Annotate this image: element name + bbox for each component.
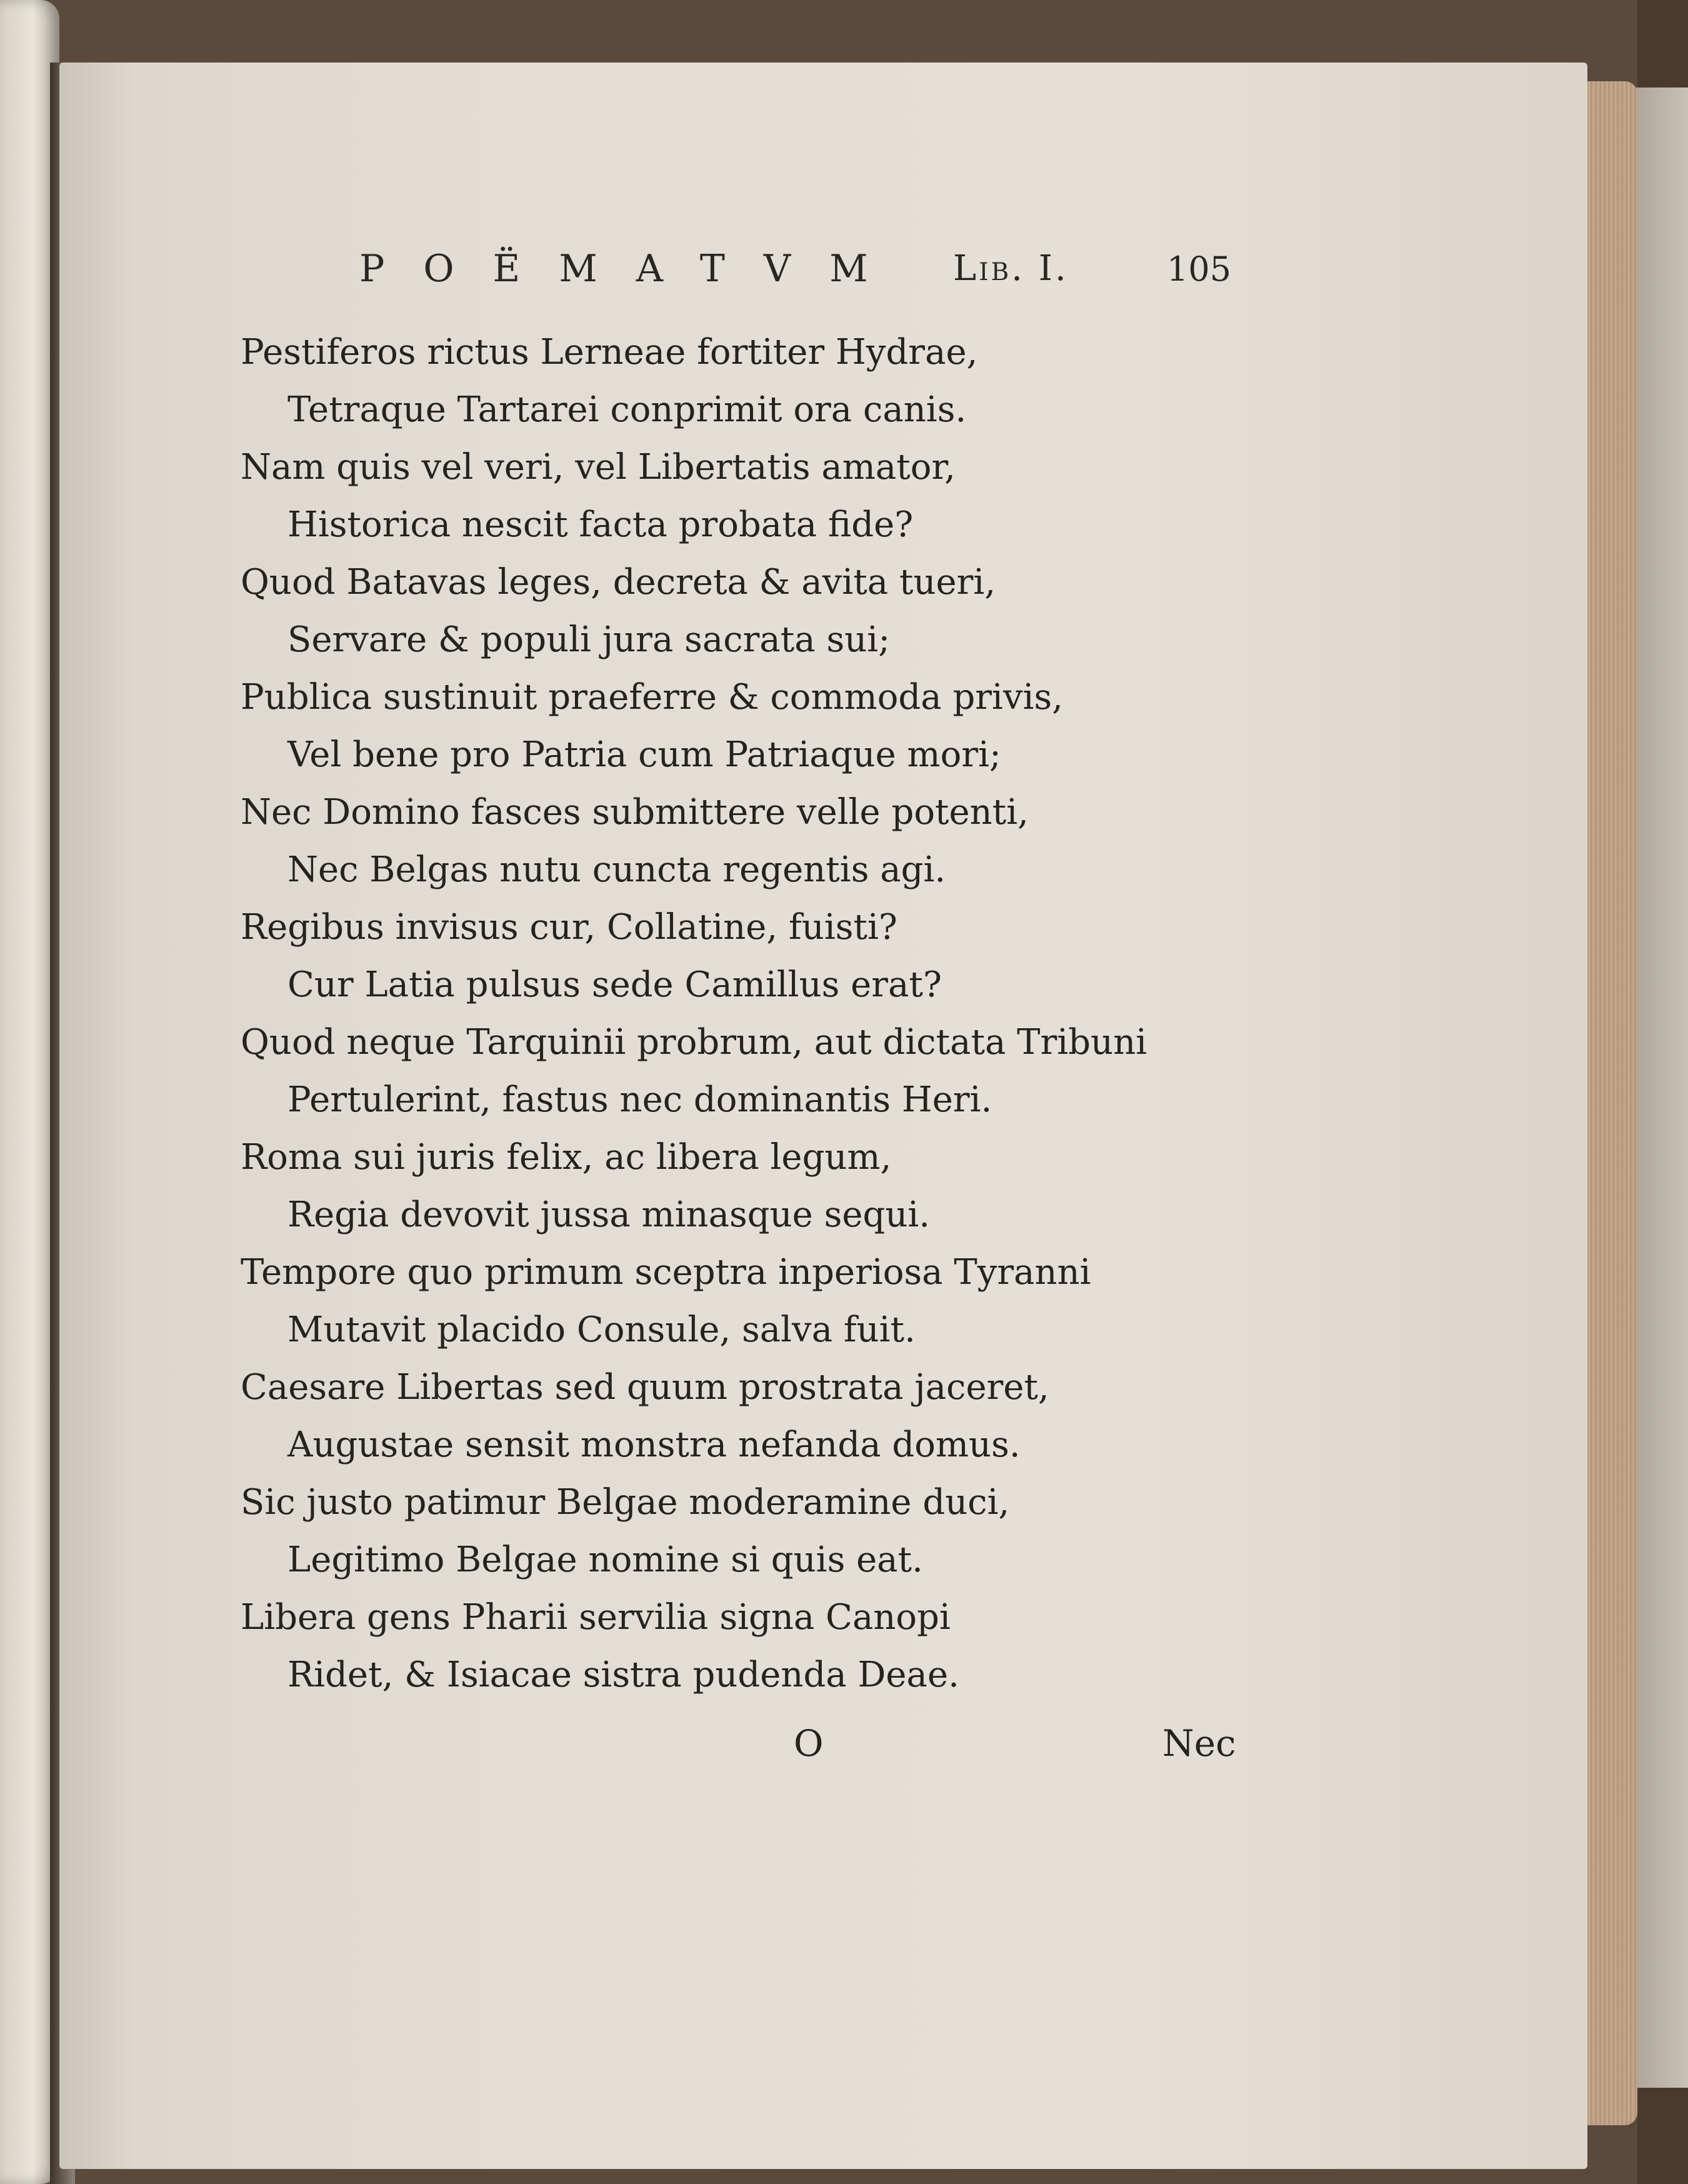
verse-line: Sic justo patimur Belgae moderamine duci, [241,1482,1010,1523]
verse-line: Regibus invisus cur, Collatine, fuisti? [241,907,897,948]
verse-line: Historica nescit facta probata fide? [287,504,914,545]
verse-line: Nam quis vel veri, vel Libertatis amator, [241,447,956,488]
verse-line: Ridet, & Isiacae sistra pudenda Deae. [287,1655,959,1695]
verse-line: Quod Batavas leges, decreta & avita tueri, [241,562,996,603]
verse-line: Libera gens Pharii servilia signa Canopi [241,1597,951,1638]
verse-line: Roma sui juris felix, ac libera legum, [241,1137,892,1178]
verse-line: Quod neque Tarquinii probrum, aut dictata Tribuni [241,1022,1147,1063]
running-head-title: POËMATVM [359,247,907,291]
page-number: 105 [1167,249,1232,289]
running-head-book: Lib. I. [953,248,1069,289]
verse-line: Caesare Libertas sed quum prostrata jaceret, [241,1367,1049,1408]
verse-line: Cur Latia pulsus sede Camillus erat? [287,964,942,1005]
verse-line: Tempore quo primum sceptra inperiosa Tyranni [241,1252,1091,1293]
verse-line: Augustae sensit monstra nefanda domus. [287,1425,1021,1465]
page-block-edge [1587,81,1637,2125]
running-head [359,247,1234,303]
verse-text [241,324,1303,1704]
catchword: Nec [1162,1722,1236,1765]
verse-line: Nec Domino fasces submittere velle potenti, [241,792,1029,833]
verse-line: Tetraque Tartarei conprimit ora canis. [287,389,967,430]
verse-line: Legitimo Belgae nomine si quis eat. [287,1540,923,1580]
verse-line: Regia devovit jussa minasque sequi. [287,1195,931,1235]
signature-mark: O [794,1722,824,1765]
verse-line: Nec Belgas nutu cuncta regentis agi. [287,849,946,890]
verse-line: Mutavit placido Consule, salva fuit. [287,1310,916,1350]
verse-line: Pestiferos rictus Lerneae fortiter Hydrae, [241,332,978,373]
verse-line: Vel bene pro Patria cum Patriaque mori; [287,734,1001,775]
verse-line: Publica sustinuit praeferre & commoda privis, [241,677,1064,718]
verse-line: Pertulerint, fastus nec dominantis Heri. [287,1079,992,1120]
verse-line: Servare & populi jura sacrata sui; [287,619,891,660]
